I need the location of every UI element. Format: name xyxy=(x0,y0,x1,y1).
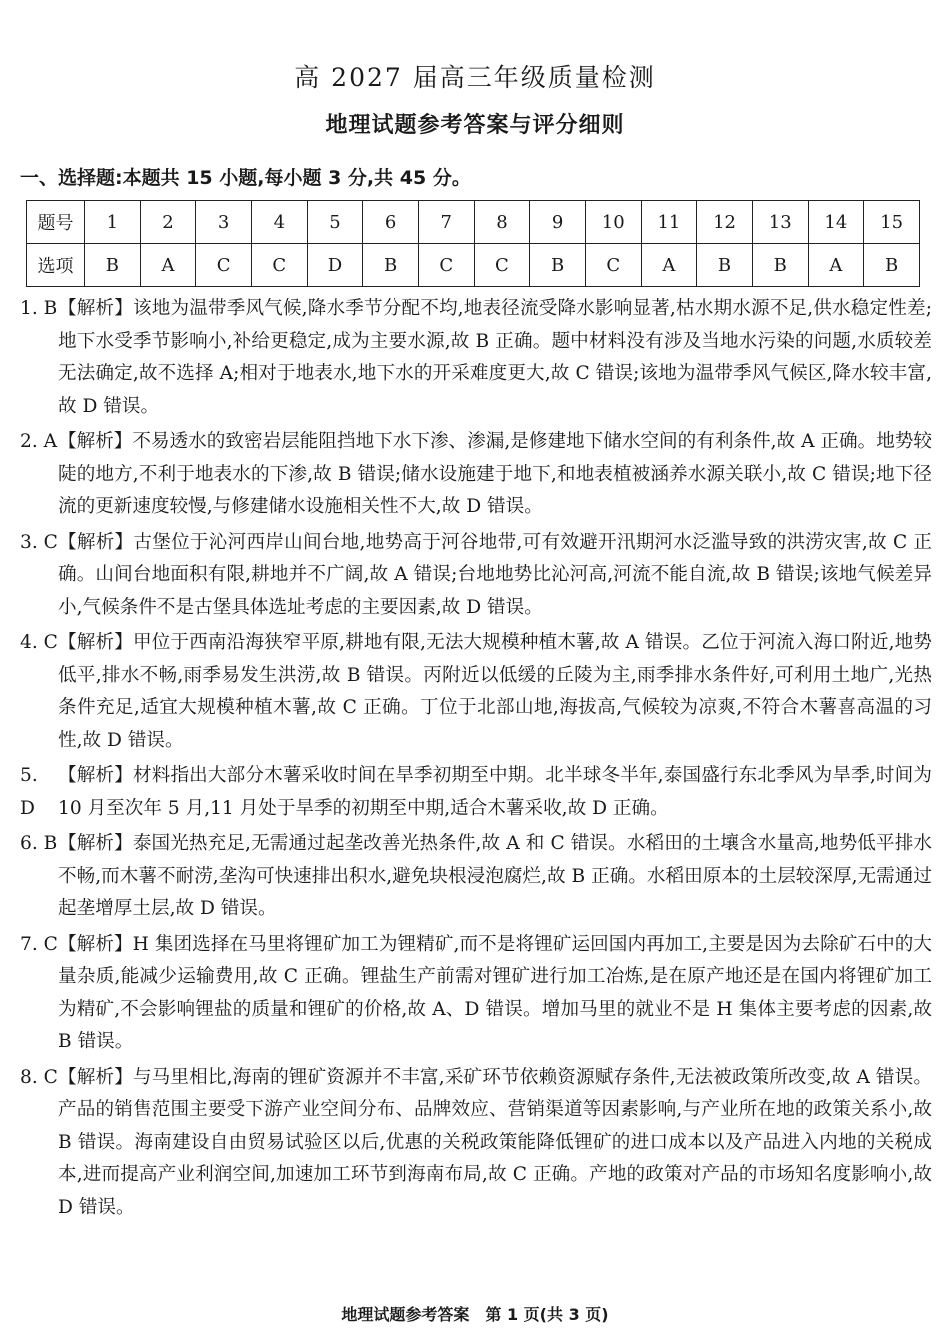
section-heading: 一、选择题:本题共 15 小题,每小题 3 分,共 45 分。 xyxy=(20,167,471,189)
answer-choice-cell: B xyxy=(752,244,808,287)
explanation-text: 【解析】H 集团选择在马里将锂矿加工为锂精矿,而不是将锂矿运回国内再加工,主要是因为去除矿石中的大量杂质,能减少运输费用,故 C 正确。锂盐生产前需对锂矿进行加工冶炼,是在原产地还是在国内将锂矿加工为精矿,不会影响锂盐的质量和锂矿的价格,故 A、D 错误。增加马里的就业不是 H 集体主要考虑的因素,故 B 错误。 xyxy=(58,933,932,1052)
explanation-number: 3. C xyxy=(20,531,58,553)
explanation-number: 1. B xyxy=(20,298,58,319)
answer-choice-cell: B xyxy=(363,244,419,287)
explanation-list xyxy=(20,293,932,1227)
answer-choice-cell: A xyxy=(808,244,864,287)
row-label-choice: 选项 xyxy=(27,244,85,287)
explanation-item xyxy=(20,426,932,524)
page-subtitle: 地理试题参考答案与评分细则 xyxy=(325,113,625,138)
question-number-cell: 9 xyxy=(530,201,586,244)
question-number-cell: 10 xyxy=(585,201,641,244)
question-number-cell: 8 xyxy=(474,201,530,244)
explanation-number: 8. C xyxy=(20,1066,58,1088)
answer-choice-cell: C xyxy=(251,244,307,287)
answer-choice-cell: B xyxy=(85,244,141,287)
explanation-number: 4. C xyxy=(20,632,58,653)
question-number-cell: 13 xyxy=(752,201,808,244)
row-label-number: 题号 xyxy=(27,201,85,244)
explanation-text: 【解析】不易透水的致密岩层能阻挡地下水下渗、渗漏,是修建地下储水空间的有利条件,故 A 正确。地势较陡的地方,不利于地表水的下渗,故 B 错误;储水设施建于地下,和地表植被涵养水源关联小,故 C 错误;地下径流的更新速度较慢,与修建储水设施相关性不大,故 D 错误。 xyxy=(58,431,932,517)
answer-choice-cell: C xyxy=(585,244,641,287)
question-number-cell: 1 xyxy=(85,201,141,244)
question-number-cell: 3 xyxy=(196,201,252,244)
explanation-item xyxy=(20,1062,932,1225)
answer-choice-cell: B xyxy=(530,244,586,287)
question-number-cell: 11 xyxy=(641,201,697,244)
explanation-text: 【解析】泰国光热充足,无需通过起垄改善光热条件,故 A 和 C 错误。水稻田的土壤含水量高,地势低平排水不畅,而木薯不耐涝,垄沟可快速排出积水,避免块根浸泡腐烂,故 B 正确。水稻田原本的土层较深厚,无需通过起垄增厚土层,故 D 错误。 xyxy=(58,833,932,919)
question-number-cell: 6 xyxy=(363,201,419,244)
explanation-text: 【解析】该地为温带季风气候,降水季节分配不均,地表径流受降水影响显著,枯水期水源不足,供水稳定性差;地下水受季节影响小,补给更稳定,成为主要水源,故 B 正确。题中材料没有涉及当地水污染的问题,水质较差无法确定,故不选择 A;相对于地表水,地下水的开采难度更大,故 C 错误;该地为温带季风气候区,降水较丰富,故 D 错误。 xyxy=(58,298,932,417)
explanation-item xyxy=(20,627,932,757)
answer-choice-cell: B xyxy=(697,244,753,287)
explanation-number: 7. C xyxy=(20,933,58,955)
explanation-item xyxy=(20,929,932,1059)
explanation-text: 【解析】甲位于西南沿海狭窄平原,耕地有限,无法大规模种植木薯,故 A 错误。乙位于河流入海口附近,地势低平,排水不畅,雨季易发生洪涝,故 B 错误。丙附近以低缓的丘陵为主,雨季排水条件好,可利用土地广,光热条件充足,适宜大规模种植木薯,故 C 正确。丁位于北部山地,海拔高,气候较为凉爽,不符合木薯喜高温的习性,故 D 错误。 xyxy=(58,632,932,751)
explanation-text: 【解析】古堡位于沁河西岸山间台地,地势高于河谷地带,可有效避开汛期河水泛滥导致的洪涝灾害,故 C 正确。山间台地面积有限,耕地并不广阔,故 A 错误;台地地势比沁河高,河流不能自流,故 B 错误;该地气候差异小,气候条件不是古堡具体选址考虑的主要因素,故 D 错误。 xyxy=(58,531,932,618)
question-number-cell: 12 xyxy=(697,201,753,244)
explanation-item xyxy=(20,760,932,825)
answer-choice-row xyxy=(27,244,920,287)
explanation-item xyxy=(20,293,932,423)
question-number-row xyxy=(27,201,920,244)
explanation-item xyxy=(20,527,932,625)
answer-choice-cell: D xyxy=(307,244,363,287)
answer-table xyxy=(26,200,920,287)
answer-choice-cell: A xyxy=(641,244,697,287)
explanation-text: 【解析】材料指出大部分木薯采收时间在旱季初期至中期。北半球冬半年,泰国盛行东北季风为旱季,时间为 10 月至次年 5 月,11 月处于旱季的初期至中期,适合木薯采收,故 D 正确。 xyxy=(58,765,932,819)
page-title: 高 2027 届高三年级质量检测 xyxy=(294,63,656,92)
explanation-text: 【解析】与马里相比,海南的锂矿资源并不丰富,采矿环节依赖资源赋存条件,无法被政策所改变,故 A 错误。产品的销售范围主要受下游产业空间分布、品牌效应、营销渠道等因素影响,与产业所在地的政策关系小,故 B 错误。海南建设自由贸易试验区以后,优惠的关税政策能降低锂矿的进口成本以及产品进入内地的关税成本,进而提高产业利润空间,加速加工环节到海南布局,故 C 正确。产地的政策对产品的市场知名度影响小,故 D 错误。 xyxy=(58,1066,932,1218)
explanation-number: 2. A xyxy=(20,431,58,452)
answer-choice-cell: C xyxy=(418,244,474,287)
question-number-cell: 2 xyxy=(140,201,196,244)
answer-choice-cell: C xyxy=(474,244,530,287)
answer-choice-cell: A xyxy=(140,244,196,287)
question-number-cell: 4 xyxy=(251,201,307,244)
answer-choice-cell: B xyxy=(864,244,920,287)
explanation-number: 5. D xyxy=(20,765,38,819)
answer-choice-cell: C xyxy=(196,244,252,287)
page-footer: 地理试题参考答案 第 1 页(共 3 页) xyxy=(341,1305,609,1324)
question-number-cell: 14 xyxy=(808,201,864,244)
question-number-cell: 7 xyxy=(418,201,474,244)
question-number-cell: 15 xyxy=(864,201,920,244)
explanation-item xyxy=(20,828,932,926)
question-number-cell: 5 xyxy=(307,201,363,244)
explanation-number: 6. B xyxy=(20,833,58,854)
